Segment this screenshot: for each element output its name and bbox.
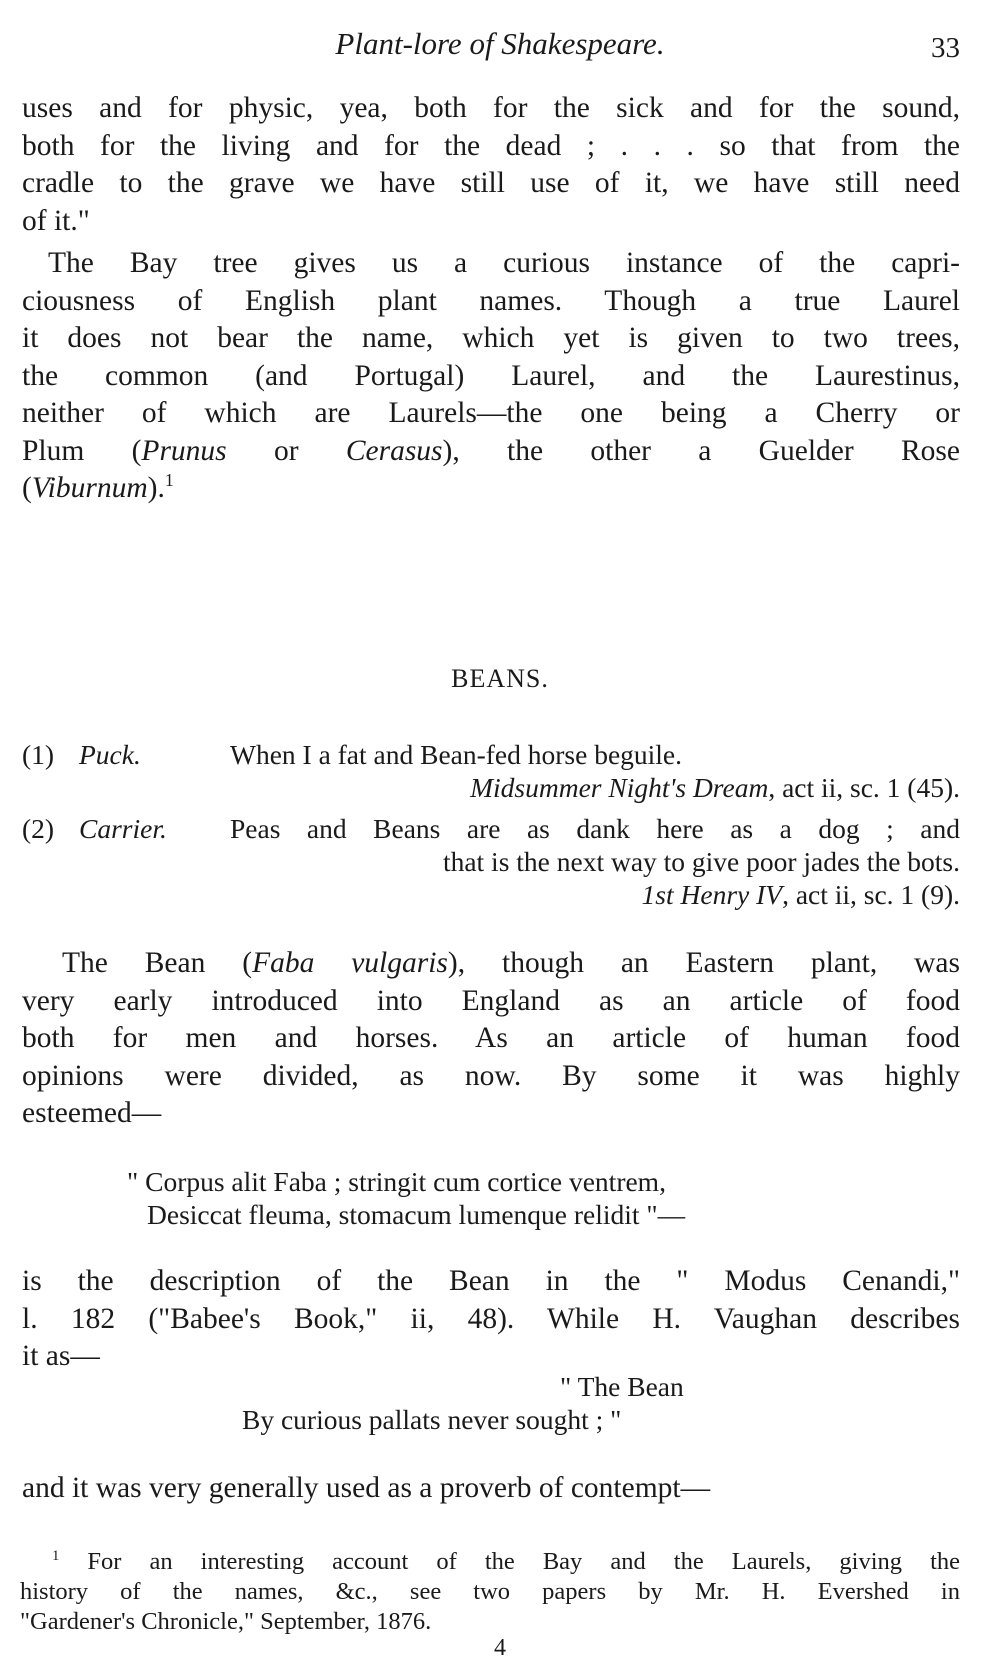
- text-line: is the description of the Bean in the " Modus Cenandi,": [22, 1265, 960, 1297]
- text-line: The Bay tree gives us a curious instance of the capri-: [48, 247, 960, 279]
- citation-2: [22, 812, 960, 911]
- text-line: it as—: [22, 1340, 100, 1372]
- footnote-marker: 1: [52, 1547, 60, 1564]
- text-line: ciousness of English plant names. Though a true Laurel: [22, 284, 960, 317]
- latin-quote: [0, 1165, 1000, 1231]
- citation-source: [22, 878, 960, 911]
- text-fragment: The Bean (: [62, 947, 253, 979]
- latin-name: Faba vulgaris: [252, 947, 448, 979]
- text-fragment: ).: [147, 472, 165, 504]
- text-line: of it.": [22, 204, 90, 237]
- modus-paragraph: [22, 1263, 960, 1376]
- quote-line: " The Bean: [560, 1371, 684, 1402]
- signature-mark: 4: [494, 1635, 506, 1661]
- bay-paragraph: [22, 245, 960, 508]
- intro-paragraph: [22, 90, 960, 240]
- source-ref: , act ii, sc. 1 (9).: [782, 879, 960, 910]
- vaughan-quote: [0, 1370, 1000, 1436]
- running-title: Plant-lore of Shakespeare.: [335, 26, 665, 61]
- text-line: cradle to the grave we have still use of it, we have still need: [22, 167, 960, 199]
- citation-source: [22, 771, 960, 804]
- text-line: opinions were divided, as now. By some it was highly: [22, 1059, 960, 1092]
- page-number: 33: [931, 32, 960, 64]
- footnote-line: history of the names, &c., see two papers by Mr. H. Evershed in: [20, 1578, 960, 1605]
- text-line: it does not bear the name, which yet is given to two trees,: [22, 322, 960, 354]
- latin-name: Viburnum: [31, 472, 148, 504]
- footnote: [20, 1547, 960, 1637]
- citation-number: (2): [22, 813, 55, 844]
- citation-speaker: Carrier.: [79, 813, 167, 844]
- citation-text: that is the next way to give poor jades the bots.: [442, 846, 960, 877]
- text-line: [22, 470, 960, 508]
- quote-line: Desiccat fleuma, stomacum lumenque relidit "—: [147, 1199, 686, 1230]
- footnote-text: For an interesting account of the Bay and the Laurels, giving the: [87, 1548, 960, 1575]
- text-line: [22, 945, 960, 983]
- source-ref: , act ii, sc. 1 (45).: [768, 772, 960, 803]
- text-line: esteemed—: [22, 1097, 162, 1129]
- section-heading: BEANS.: [451, 664, 549, 693]
- citation-1: [22, 738, 960, 804]
- citation-speaker: Puck.: [79, 739, 141, 770]
- citation-text: Peas and Beans are as dank here as a dog ; and: [230, 813, 960, 844]
- text-fragment: Plum (: [22, 434, 142, 467]
- text-line: neither of which are Laurels—the one being a Cherry or: [22, 397, 960, 429]
- text-line: the common (and Portugal) Laurel, and the Laurestinus,: [22, 359, 960, 392]
- quote-line: " Corpus alit Faba ; stringit cum cortice ventrem,: [127, 1166, 666, 1197]
- text-line: [22, 433, 960, 471]
- quote-line: By curious pallats never sought ; ": [242, 1404, 622, 1435]
- text-fragment: ), though an Eastern plant, was: [447, 947, 960, 979]
- citation-number: (1): [22, 739, 55, 770]
- latin-name: Prunus: [141, 434, 227, 467]
- footnote-line: "Gardener's Chronicle," September, 1876.: [20, 1608, 432, 1635]
- footnote-line: [20, 1547, 960, 1577]
- text-fragment: (: [22, 472, 32, 504]
- latin-name: Cerasus: [345, 434, 443, 467]
- text-line: l. 182 ("Babee's Book," ii, 48). While H. Vaughan describes: [22, 1302, 960, 1335]
- text-fragment: ), the other a Guelder Rose: [442, 434, 960, 467]
- text-line: very early introduced into England as an article of food: [22, 984, 960, 1017]
- text-line: and it was very generally used as a proverb of contempt—: [22, 1472, 711, 1504]
- bean-paragraph: [22, 945, 960, 1133]
- source-title: Midsummer Night's Dream: [470, 772, 769, 803]
- footnote-marker: 1: [164, 470, 174, 491]
- text-line: both for the living and for the dead ; . . . so that from the: [22, 129, 960, 162]
- text-fragment: or: [226, 434, 346, 467]
- source-title: 1st Henry IV: [641, 879, 783, 910]
- citation-text: When I a fat and Bean-fed horse beguile.: [230, 739, 683, 770]
- text-line: uses and for physic, yea, both for the sick and for the sound,: [22, 92, 960, 124]
- final-paragraph: [22, 1470, 960, 1508]
- text-line: both for men and horses. As an article of human food: [22, 1022, 960, 1054]
